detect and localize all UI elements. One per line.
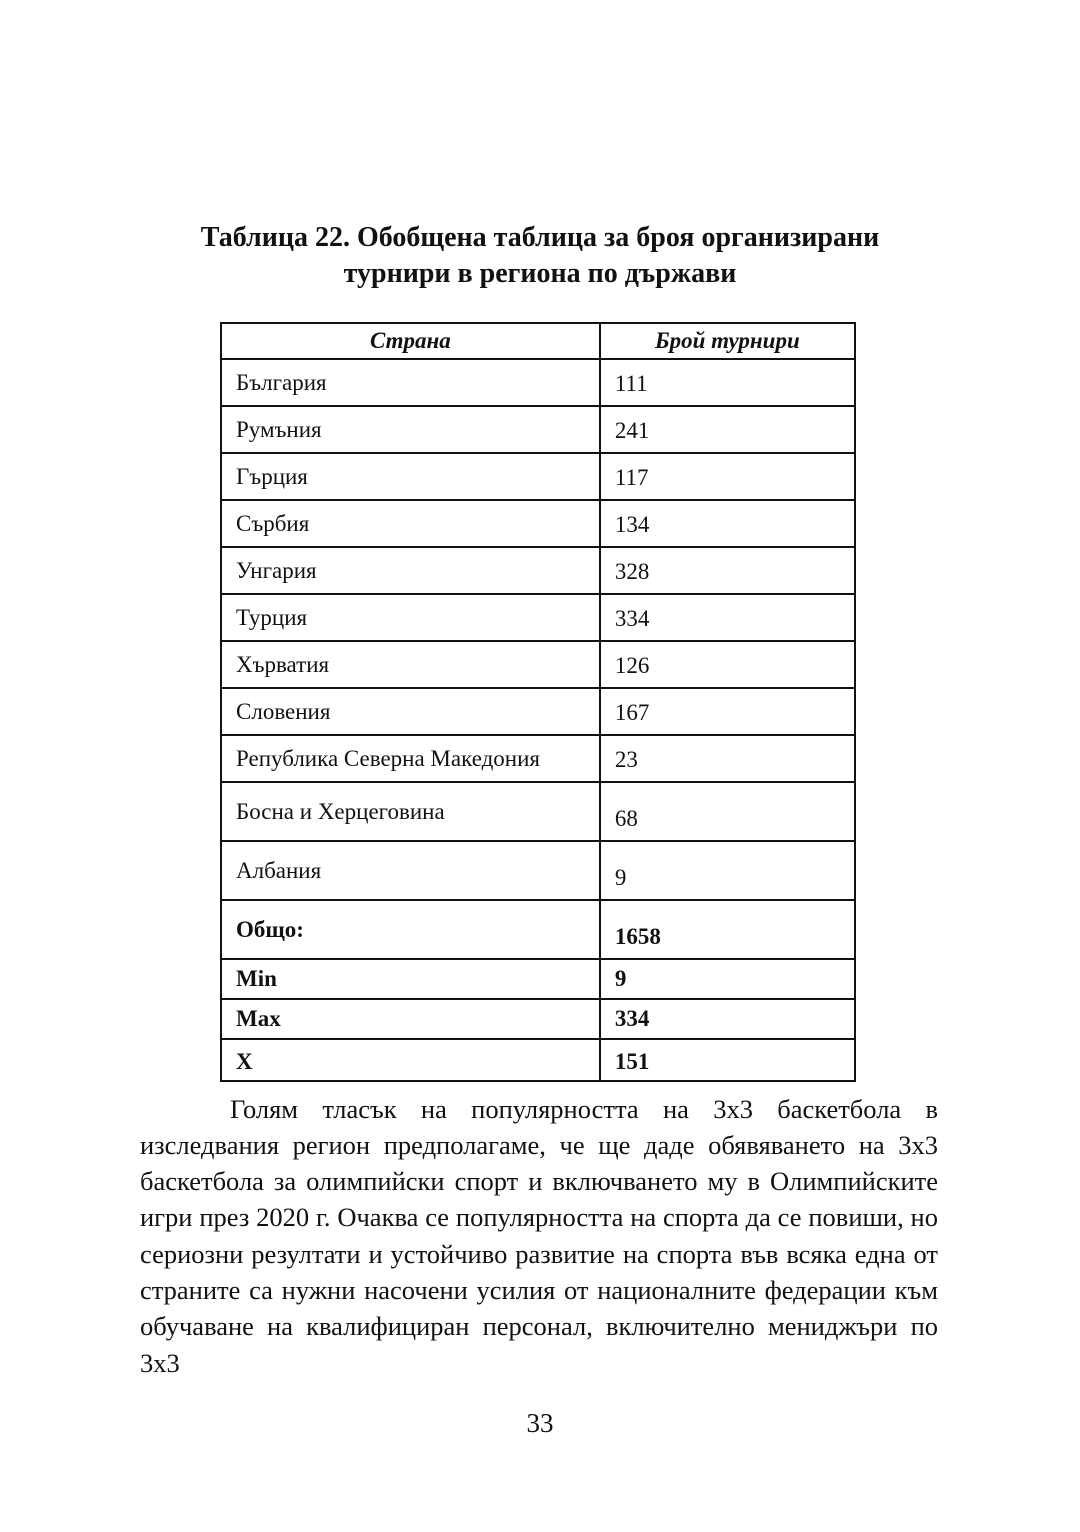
- summary-row-mean: [221, 1039, 855, 1081]
- summary-row-max: [221, 999, 855, 1039]
- country-cell: Румъния: [221, 406, 600, 453]
- summary-value: 334: [600, 999, 855, 1039]
- count-cell: 241: [600, 406, 855, 453]
- summary-row-total: [221, 900, 855, 959]
- table-row: [221, 735, 855, 782]
- count-cell: 334: [600, 594, 855, 641]
- summary-row-min: [221, 959, 855, 999]
- table-row: [221, 688, 855, 735]
- table-row: [221, 359, 855, 406]
- count-cell: 167: [600, 688, 855, 735]
- caption-line-1: Таблица 22. Обобщена таблица за броя организирани: [200, 222, 880, 253]
- summary-value: 9: [600, 959, 855, 999]
- header-country: Страна: [221, 323, 600, 359]
- country-cell: Република Северна Македония: [221, 735, 600, 782]
- table-row: [221, 641, 855, 688]
- table-header-row: [221, 323, 855, 359]
- header-count: Брой турнири: [600, 323, 855, 359]
- summary-value: 1658: [600, 900, 855, 959]
- country-cell: Унгария: [221, 547, 600, 594]
- caption-line-2: турнири в региона по държави: [343, 258, 737, 289]
- summary-label: X: [221, 1039, 600, 1081]
- country-cell: Сърбия: [221, 500, 600, 547]
- summary-label: Max: [221, 999, 600, 1039]
- tournaments-table: [220, 322, 856, 1082]
- summary-label: Общо:: [221, 900, 600, 959]
- table-caption: [130, 220, 950, 292]
- country-cell: България: [221, 359, 600, 406]
- count-cell: 126: [600, 641, 855, 688]
- count-cell: 9: [600, 841, 855, 900]
- count-cell: 23: [600, 735, 855, 782]
- count-cell: 117: [600, 453, 855, 500]
- count-cell: 68: [600, 782, 855, 841]
- summary-value: 151: [600, 1039, 855, 1081]
- country-cell: Словения: [221, 688, 600, 735]
- country-cell: Хърватия: [221, 641, 600, 688]
- table-row: [221, 500, 855, 547]
- body-paragraph: Голям тласък на популярността на 3х3 баскетбола в изследвания регион предполагаме, че ще даде обявяването на 3х3 баскетбола за олимпийски спорт и включването му в Олимпийските игри през 2020 г. Очаква се популярността на спорта да се повиши, но сериозни резултати и устойчиво развитие на спорта във всяка една от страните са нужни насочени усилия от националните федерации към обучаване на квалифициран персонал, включително мениджъри по 3х3: [140, 1093, 938, 1378]
- table-row: [221, 547, 855, 594]
- table-row: [221, 594, 855, 641]
- count-cell: 111: [600, 359, 855, 406]
- country-cell: Албания: [221, 841, 600, 900]
- country-cell: Гърция: [221, 453, 600, 500]
- table-row: [221, 782, 855, 841]
- table-row: [221, 453, 855, 500]
- table-row: [221, 406, 855, 453]
- page-number: 33: [526, 1408, 554, 1438]
- table-row: [221, 841, 855, 900]
- summary-label: Min: [221, 959, 600, 999]
- count-cell: 328: [600, 547, 855, 594]
- country-cell: Босна и Херцеговина: [221, 782, 600, 841]
- count-cell: 134: [600, 500, 855, 547]
- country-cell: Турция: [221, 594, 600, 641]
